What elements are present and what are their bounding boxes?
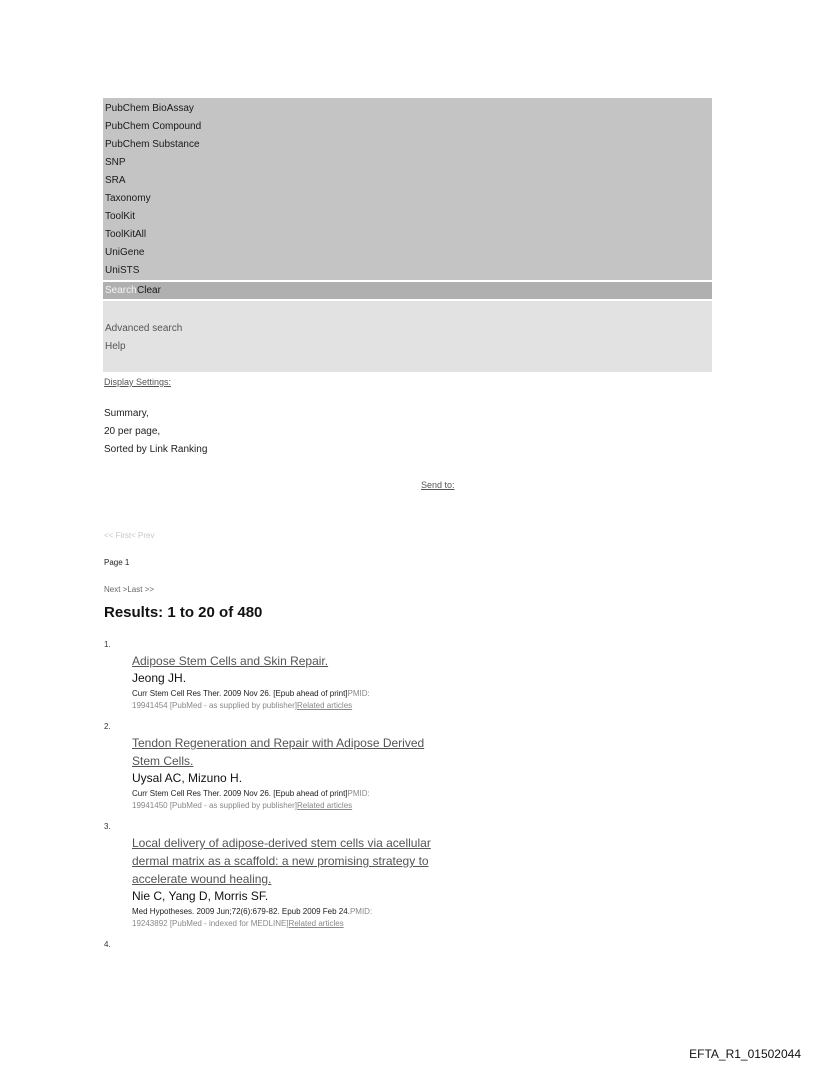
- result-pmid-label: PMID:: [347, 789, 370, 798]
- result-title-link[interactable]: Tendon Regeneration and Repair with Adipose Derived Stem Cells.: [132, 736, 425, 768]
- result-title-link[interactable]: Local delivery of adipose-derived stem cells via acellular dermal matrix as a scaffold: a new promising strategy to accelerate wound healing.: [132, 836, 431, 886]
- advanced-search-link[interactable]: Advanced search: [105, 323, 183, 334]
- db-item-unigene[interactable]: UniGene: [105, 247, 145, 258]
- db-item-unists[interactable]: UniSTS: [105, 265, 140, 276]
- result-journal: Curr Stem Cell Res Ther. 2009 Nov 26. [Epub ahead of print]: [132, 689, 348, 698]
- send-to-link[interactable]: Send to:: [421, 480, 455, 490]
- related-articles-link[interactable]: Related articles: [297, 801, 353, 810]
- display-settings-link[interactable]: Display Settings:: [104, 377, 172, 387]
- result-citation: [132, 688, 462, 712]
- result-authors: Nie C, Yang D, Morris SF.: [132, 889, 269, 903]
- result-pmid-label: PMID:: [347, 689, 370, 698]
- result-citation: [132, 788, 462, 812]
- result-citation: [132, 906, 462, 930]
- result-number: 4.: [104, 940, 111, 949]
- db-item-toolkitall[interactable]: ToolKitAll: [105, 229, 147, 240]
- search-options-panel: [103, 301, 712, 372]
- display-sort: Sorted by Link Ranking: [104, 444, 208, 455]
- display-format: Summary,: [104, 408, 149, 419]
- result-pmid-label: PMID:: [349, 907, 373, 916]
- db-item-toolkit[interactable]: ToolKit: [105, 211, 136, 222]
- results-count-heading: Results: 1 to 20 of 480: [104, 604, 263, 621]
- db-item-sra[interactable]: SRA: [105, 175, 126, 186]
- result-pmid-line: 19941454 [PubMed - as supplied by publisher]: [132, 701, 297, 710]
- result-journal: Med Hypotheses. 2009 Jun;72(6):679-82. Epub 2009 Feb 24.: [132, 907, 350, 916]
- result-title-link[interactable]: Adipose Stem Cells and Skin Repair.: [132, 654, 329, 668]
- result-journal: Curr Stem Cell Res Ther. 2009 Nov 26. [Epub ahead of print]: [132, 789, 348, 798]
- result-number: 1.: [104, 640, 111, 649]
- db-item-snp[interactable]: SNP: [105, 157, 126, 168]
- result-pmid-line: 19243892 [PubMed - indexed for MEDLINE]: [132, 919, 289, 928]
- related-articles-link[interactable]: Related articles: [297, 701, 353, 710]
- result-authors: Jeong JH.: [132, 671, 187, 685]
- related-articles-link[interactable]: Related articles: [288, 919, 344, 928]
- display-per-page: 20 per page,: [104, 426, 161, 437]
- result-pmid-line: 19941450 [PubMed - as supplied by publisher]: [132, 801, 297, 810]
- pager-first-prev: << First< Prev: [104, 531, 155, 540]
- pager-current-page: Page 1: [104, 558, 130, 567]
- db-item-pubchem-substance[interactable]: PubChem Substance: [105, 139, 200, 150]
- result-number: 2.: [104, 722, 111, 731]
- database-list: [103, 98, 712, 280]
- db-item-taxonomy[interactable]: Taxonomy: [105, 193, 151, 204]
- search-bar: [103, 282, 712, 299]
- search-button[interactable]: Search: [105, 285, 137, 296]
- result-number: 3.: [104, 822, 111, 831]
- db-item-pubchem-bioassay[interactable]: PubChem BioAssay: [105, 103, 194, 114]
- document-id: EFTA_R1_01502044: [689, 1047, 801, 1061]
- help-link[interactable]: Help: [105, 341, 126, 352]
- result-authors: Uysal AC, Mizuno H.: [132, 771, 243, 785]
- db-item-pubchem-compound[interactable]: PubChem Compound: [105, 121, 202, 132]
- clear-button[interactable]: Clear: [137, 285, 161, 296]
- pager-next-last[interactable]: Next >Last >>: [104, 585, 155, 594]
